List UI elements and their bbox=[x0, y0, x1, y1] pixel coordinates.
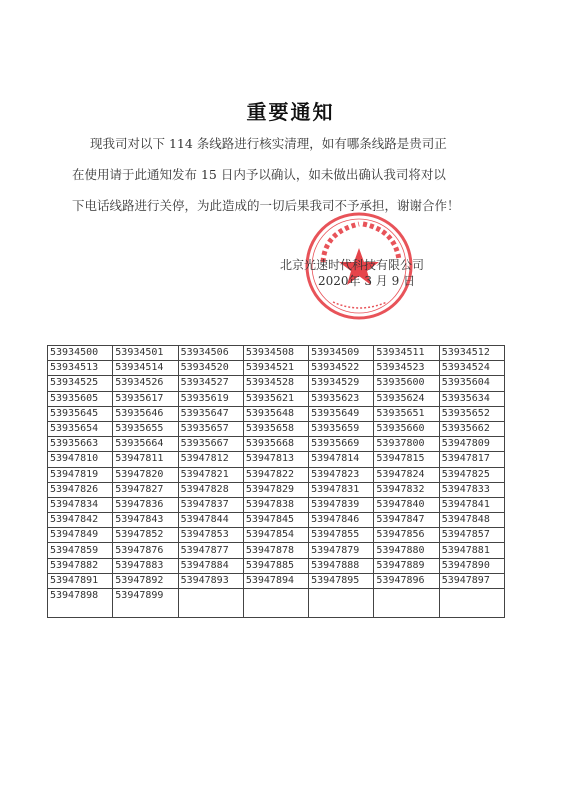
phone-number-cell: 53947897 bbox=[439, 573, 504, 588]
phone-number-cell: 53935660 bbox=[374, 421, 439, 436]
phone-number-cell: 53947847 bbox=[374, 513, 439, 528]
phone-number-cell: 53935648 bbox=[243, 406, 308, 421]
phone-number-cell: 53947829 bbox=[243, 482, 308, 497]
phone-number-cell: 53934501 bbox=[113, 346, 178, 361]
phone-number-cell: 53935651 bbox=[374, 406, 439, 421]
table-row bbox=[48, 361, 505, 376]
table-row bbox=[48, 482, 505, 497]
phone-number-cell: 53935645 bbox=[48, 406, 113, 421]
table-row bbox=[48, 467, 505, 482]
table-row bbox=[48, 589, 505, 618]
phone-number-cell: 53935617 bbox=[113, 391, 178, 406]
phone-number-cell: 53934524 bbox=[439, 361, 504, 376]
phone-number-cell bbox=[243, 589, 308, 618]
table-row bbox=[48, 558, 505, 573]
table-row bbox=[48, 452, 505, 467]
phone-number-cell: 53947812 bbox=[178, 452, 243, 467]
table-row bbox=[48, 573, 505, 588]
table-row bbox=[48, 346, 505, 361]
phone-number-cell: 53947820 bbox=[113, 467, 178, 482]
phone-number-cell: 53935668 bbox=[243, 437, 308, 452]
phone-number-cell: 53935646 bbox=[113, 406, 178, 421]
phone-number-cell: 53947841 bbox=[439, 497, 504, 512]
phone-number-cell: 53935654 bbox=[48, 421, 113, 436]
phone-number-cell: 53947809 bbox=[439, 437, 504, 452]
phone-number-cell: 53934529 bbox=[309, 376, 374, 391]
phone-number-cell: 53947855 bbox=[309, 528, 374, 543]
phone-number-cell: 53935667 bbox=[178, 437, 243, 452]
phone-number-cell: 53947877 bbox=[178, 543, 243, 558]
phone-number-cell: 53935659 bbox=[309, 421, 374, 436]
phone-number-cell: 53935664 bbox=[113, 437, 178, 452]
table-row bbox=[48, 391, 505, 406]
phone-number-cell: 53934500 bbox=[48, 346, 113, 361]
phone-number-cell bbox=[439, 589, 504, 618]
table-row bbox=[48, 528, 505, 543]
phone-number-cell: 53934521 bbox=[243, 361, 308, 376]
phone-number-cell: 53934525 bbox=[48, 376, 113, 391]
phone-number-cell: 53947825 bbox=[439, 467, 504, 482]
phone-number-cell: 53947823 bbox=[309, 467, 374, 482]
phone-number-cell: 53935647 bbox=[178, 406, 243, 421]
phone-number-table bbox=[47, 345, 505, 618]
phone-number-cell: 53947876 bbox=[113, 543, 178, 558]
phone-number-cell: 53947843 bbox=[113, 513, 178, 528]
phone-number-cell: 53947885 bbox=[243, 558, 308, 573]
table-row bbox=[48, 421, 505, 436]
phone-number-cell: 53947821 bbox=[178, 467, 243, 482]
phone-number-cell: 53934528 bbox=[243, 376, 308, 391]
phone-number-cell: 53947891 bbox=[48, 573, 113, 588]
phone-number-cell: 53934527 bbox=[178, 376, 243, 391]
phone-number-cell: 53947837 bbox=[178, 497, 243, 512]
phone-number-cell: 53947839 bbox=[309, 497, 374, 512]
phone-number-cell: 53947859 bbox=[48, 543, 113, 558]
phone-number-cell: 53934522 bbox=[309, 361, 374, 376]
phone-number-cell: 53935652 bbox=[439, 406, 504, 421]
phone-number-cell: 53947836 bbox=[113, 497, 178, 512]
phone-number-cell: 53947833 bbox=[439, 482, 504, 497]
phone-number-cell bbox=[309, 589, 374, 618]
phone-number-cell: 53934513 bbox=[48, 361, 113, 376]
phone-number-cell: 53947888 bbox=[309, 558, 374, 573]
phone-number-cell: 53947827 bbox=[113, 482, 178, 497]
phone-number-cell: 53947898 bbox=[48, 589, 113, 618]
phone-number-cell: 53947840 bbox=[374, 497, 439, 512]
phone-number-cell: 53934514 bbox=[113, 361, 178, 376]
phone-number-cell: 53947899 bbox=[113, 589, 178, 618]
notice-line-3: 下电话线路进行关停，为此造成的一切后果我司不予承担，谢谢合作！ bbox=[72, 198, 460, 213]
table-row bbox=[48, 376, 505, 391]
phone-number-cell: 53947826 bbox=[48, 482, 113, 497]
phone-number-cell: 53935634 bbox=[439, 391, 504, 406]
phone-number-cell: 53947811 bbox=[113, 452, 178, 467]
phone-number-cell: 53935655 bbox=[113, 421, 178, 436]
phone-number-cell: 53934509 bbox=[309, 346, 374, 361]
phone-number-cell: 53947810 bbox=[48, 452, 113, 467]
phone-number-cell: 53947849 bbox=[48, 528, 113, 543]
phone-number-cell: 53947892 bbox=[113, 573, 178, 588]
notice-line-1: 现我司对以下 114 条线路进行核实清理，如有哪条线路是贵司正 bbox=[90, 136, 447, 151]
phone-number-cell: 53947882 bbox=[48, 558, 113, 573]
phone-number-cell: 53947814 bbox=[309, 452, 374, 467]
table-row bbox=[48, 437, 505, 452]
phone-number-cell: 53947832 bbox=[374, 482, 439, 497]
phone-number-cell: 53935662 bbox=[439, 421, 504, 436]
phone-number-cell: 53947822 bbox=[243, 467, 308, 482]
table-row bbox=[48, 543, 505, 558]
phone-number-cell: 53947842 bbox=[48, 513, 113, 528]
phone-number-cell: 53947815 bbox=[374, 452, 439, 467]
phone-number-cell: 53947854 bbox=[243, 528, 308, 543]
phone-number-cell: 53935649 bbox=[309, 406, 374, 421]
phone-number-cell: 53947838 bbox=[243, 497, 308, 512]
table-row bbox=[48, 497, 505, 512]
notice-line-2: 在使用请于此通知发布 15 日内予以确认，如未做出确认我司将对以 bbox=[72, 167, 446, 182]
phone-number-cell: 53934506 bbox=[178, 346, 243, 361]
phone-number-cell: 53935600 bbox=[374, 376, 439, 391]
phone-number-cell: 53947878 bbox=[243, 543, 308, 558]
phone-number-cell: 53935669 bbox=[309, 437, 374, 452]
phone-number-cell: 53934523 bbox=[374, 361, 439, 376]
phone-number-cell: 53935657 bbox=[178, 421, 243, 436]
phone-number-cell: 53947889 bbox=[374, 558, 439, 573]
phone-number-cell: 53947846 bbox=[309, 513, 374, 528]
phone-number-cell: 53947852 bbox=[113, 528, 178, 543]
phone-number-cell: 53934526 bbox=[113, 376, 178, 391]
phone-number-cell: 53947853 bbox=[178, 528, 243, 543]
phone-number-cell: 53947831 bbox=[309, 482, 374, 497]
phone-number-cell: 53935621 bbox=[243, 391, 308, 406]
phone-number-cell: 53937800 bbox=[374, 437, 439, 452]
phone-number-cell: 53947848 bbox=[439, 513, 504, 528]
phone-number-cell: 53935619 bbox=[178, 391, 243, 406]
phone-number-cell: 53947828 bbox=[178, 482, 243, 497]
phone-number-cell: 53934520 bbox=[178, 361, 243, 376]
table-row bbox=[48, 513, 505, 528]
phone-number-cell: 53947834 bbox=[48, 497, 113, 512]
phone-number-cell: 53934511 bbox=[374, 346, 439, 361]
phone-number-cell bbox=[374, 589, 439, 618]
phone-number-cell: 53935605 bbox=[48, 391, 113, 406]
phone-number-cell: 53947884 bbox=[178, 558, 243, 573]
phone-number-cell: 53947880 bbox=[374, 543, 439, 558]
phone-number-cell: 53947895 bbox=[309, 573, 374, 588]
phone-number-cell: 53947881 bbox=[439, 543, 504, 558]
phone-number-cell: 53947883 bbox=[113, 558, 178, 573]
signer-company: 北京光速时代科技有限公司 bbox=[280, 258, 425, 272]
phone-number-cell: 53947893 bbox=[178, 573, 243, 588]
table-row bbox=[48, 406, 505, 421]
phone-number-cell: 53935663 bbox=[48, 437, 113, 452]
phone-number-cell: 53947890 bbox=[439, 558, 504, 573]
phone-number-cell: 53934508 bbox=[243, 346, 308, 361]
phone-number-cell: 53935604 bbox=[439, 376, 504, 391]
phone-number-cell: 53947819 bbox=[48, 467, 113, 482]
phone-number-cell: 53947879 bbox=[309, 543, 374, 558]
notice-title: 重要通知 bbox=[246, 100, 335, 124]
notice-date: 2020年 3 月 9 日 bbox=[318, 274, 416, 288]
phone-number-cell bbox=[178, 589, 243, 618]
phone-number-cell: 53934512 bbox=[439, 346, 504, 361]
phone-number-cell: 53947824 bbox=[374, 467, 439, 482]
phone-number-cell: 53947845 bbox=[243, 513, 308, 528]
phone-number-cell: 53935623 bbox=[309, 391, 374, 406]
phone-number-cell: 53947894 bbox=[243, 573, 308, 588]
phone-number-cell: 53947896 bbox=[374, 573, 439, 588]
phone-number-cell: 53947857 bbox=[439, 528, 504, 543]
phone-number-cell: 53947856 bbox=[374, 528, 439, 543]
phone-number-cell: 53947844 bbox=[178, 513, 243, 528]
phone-number-cell: 53935624 bbox=[374, 391, 439, 406]
phone-number-cell: 53947817 bbox=[439, 452, 504, 467]
phone-number-cell: 53947813 bbox=[243, 452, 308, 467]
phone-number-cell: 53935658 bbox=[243, 421, 308, 436]
